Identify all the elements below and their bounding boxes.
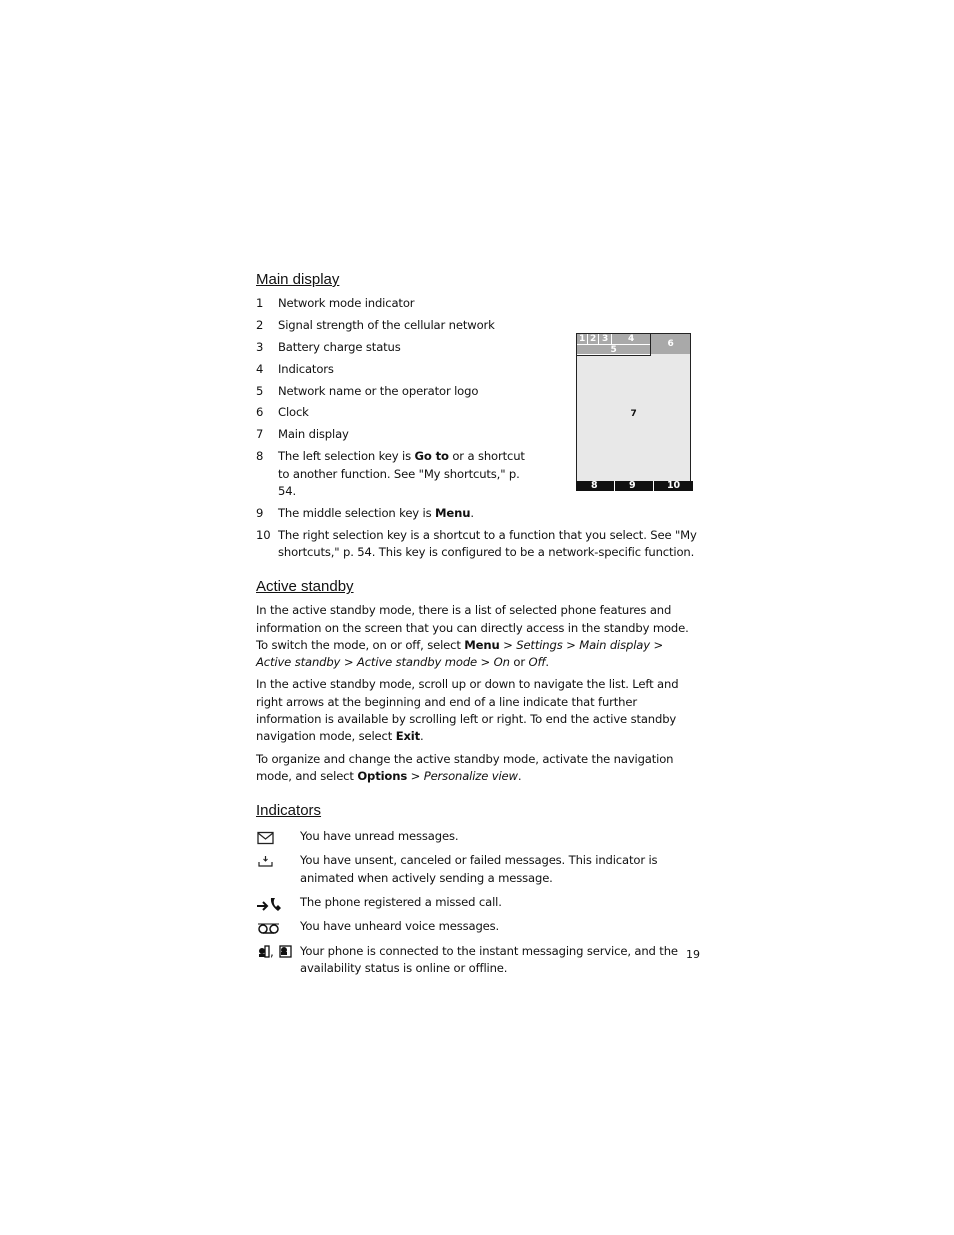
item-text: Battery charge status [278, 339, 401, 354]
indicators-heading: Indicators [256, 802, 322, 820]
item-number: 7 [256, 427, 264, 442]
item-text: The left selection key is Go to or a shortcut to another function. See "My shortcuts," p. 54. [278, 449, 525, 498]
indicator-row [256, 852, 698, 887]
voicemail-icon [256, 920, 296, 938]
item-number: 8 [256, 449, 264, 464]
indicator-row [256, 943, 698, 978]
outbox-icon [256, 854, 296, 872]
active-standby-paragraph-1: In the active standby mode, there is a list of selected phone features and information on the screen that you can directly access in the standby mode. To switch the mode, on or off, select Menu > Settings > Main display > Active standby > Active standby mode > On or Off. [256, 603, 689, 670]
item-text: Main display [278, 427, 349, 442]
main-display-list [256, 295, 698, 561]
diagram-label-9: 9 [629, 480, 636, 491]
diagram-label-1: 1 [578, 334, 586, 344]
diagram-label-3: 3 [599, 334, 611, 344]
list-item [256, 505, 698, 522]
item-text: The middle selection key is Menu. [278, 505, 474, 520]
item-number: 6 [256, 405, 264, 420]
page-number: 19 [686, 948, 700, 961]
item-number: 1 [256, 296, 264, 310]
item-text: Clock [278, 405, 309, 420]
icon-separator: , [270, 944, 274, 959]
active-standby-paragraph-3: To organize and change the active standby mode, activate the navigation mode, and select Options > Personalize view. [256, 751, 674, 783]
item-number: 3 [256, 339, 264, 354]
diagram-separator [653, 481, 654, 491]
item-text: Network mode indicator [278, 296, 415, 310]
page-content [256, 270, 698, 977]
active-standby-paragraph-2: In the active standby mode, scroll up or down to navigate the list. Left and right arrows at the beginning and end of a line indicate that further information is available by scrolling left or right. To end the active standby navigation mode, select Exit. [256, 677, 679, 744]
diagram-label-7: 7 [630, 409, 637, 419]
diagram-softkey-bar [576, 481, 693, 491]
diagram-label-6: 6 [651, 334, 690, 354]
diagram-separator [614, 481, 615, 491]
indicator-text: You have unheard voice messages. [300, 919, 500, 934]
item-number: 4 [256, 361, 264, 376]
diagram-label-4: 4 [612, 334, 650, 344]
phone-display-diagram [576, 333, 693, 493]
item-text: Network name or the operator logo [278, 383, 479, 398]
diagram-label-10: 10 [667, 480, 680, 491]
indicator-row [256, 918, 698, 935]
instant-messaging-icon [256, 945, 296, 963]
main-display-heading: Main display [256, 271, 340, 288]
item-number: 5 [256, 383, 264, 398]
item-text: Signal strength of the cellular network [278, 317, 495, 332]
indicator-text: You have unread messages. [300, 829, 459, 844]
active-standby-heading: Active standby [256, 578, 354, 596]
indicator-row [256, 828, 698, 845]
list-item [256, 527, 698, 562]
diagram-label-8: 8 [591, 480, 598, 491]
item-number: 9 [256, 505, 264, 520]
missed-call-icon [256, 896, 296, 914]
indicator-row [256, 894, 698, 911]
item-text: Indicators [278, 361, 334, 376]
list-item [256, 295, 698, 312]
diagram-label-5: 5 [577, 345, 650, 354]
item-number: 2 [256, 317, 264, 332]
item-text: The right selection key is a shortcut to a function that you select. See "My shortcuts," p. 54. This key is configured to be a network-specific function. [278, 527, 697, 559]
envelope-icon [256, 830, 296, 848]
diagram-label-2: 2 [589, 334, 597, 344]
indicator-text: You have unsent, canceled or failed messages. This indicator is animated when actively sending a message. [300, 853, 658, 885]
item-number: 10 [256, 527, 271, 542]
indicator-text: Your phone is connected to the instant messaging service, and the availability status is online or offline. [300, 943, 678, 975]
list-item [256, 317, 698, 334]
indicator-text: The phone registered a missed call. [300, 895, 502, 910]
